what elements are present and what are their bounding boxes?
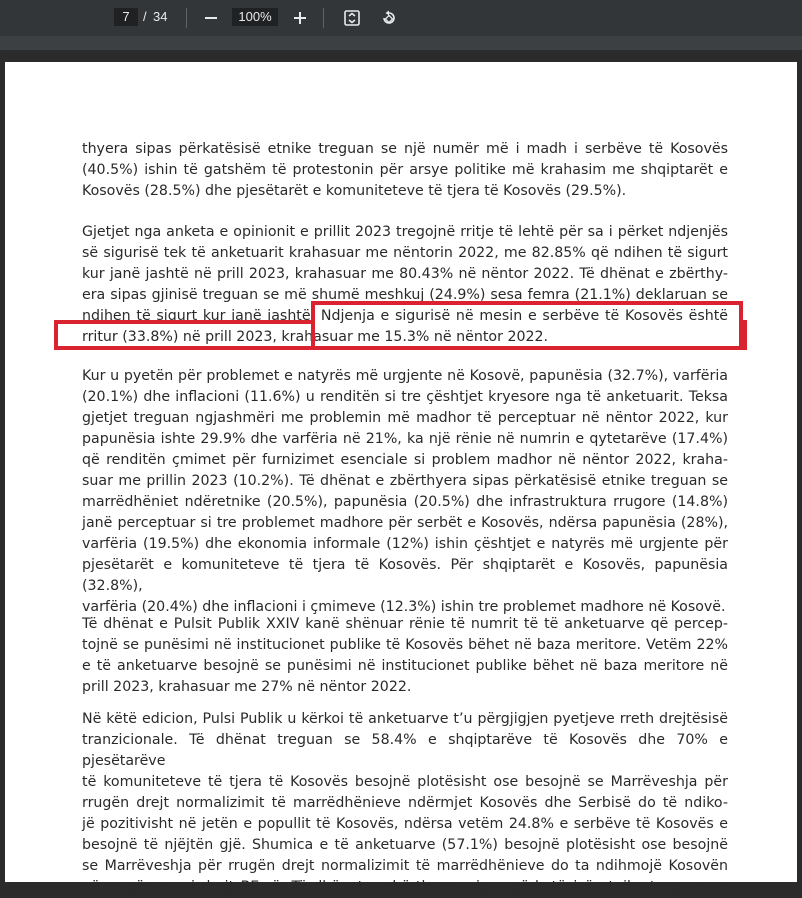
text-line: gjetjet treguan ngjashmëri me problemin më madhor të perceptuar në nëntor 2022, kur [82,410,728,426]
page-separator: / [143,9,147,24]
paragraph-1 [82,139,728,202]
text-line: se Marrëveshja për rrugën drejt normalizimit të marrëdhënieve do ta ndihmojë Kosovën [82,858,728,874]
text-line: rrugën drejt normalizimit të marrëdhënieve ndërmjet Kosovës dhe Serbisë do të ndiko- [82,795,728,811]
text-line: Kur u pyetën për problemet e natyrës më urgjente në Kosovë, papunësia (32.7%), varfëria [82,368,728,384]
fit-page-icon [343,9,361,27]
rotate-button[interactable] [377,6,401,30]
text-line: Në këtë edicion, Pulsi Publik u kërkoi të anketuarve t’u përgjigjen pyetjeve rreth drejtësisë [82,711,728,727]
page-total: 34 [153,9,168,24]
text-line: tranzicionale. Të dhënat treguan se 58.4% e shqiptarëve të Kosovës dhe 70% e pjesëtarëve [82,732,728,769]
plus-icon [293,11,307,25]
pdf-page [5,62,797,895]
rotate-icon [380,9,398,27]
pdf-toolbar [0,0,802,36]
paragraph-2 [82,222,728,348]
text-line: pjesëtarët e komuniteteve të tjera të Kosovës. Për shqiptarët e Kosovës, papunësia (32.8%), [82,557,728,594]
text-line: së sigurisë tek të anketuarit krahasuar me nëntorin 2022, me 82.85% që ndihen të sigurt [82,245,728,261]
text-line: besojnë të njëjtën gjë. Shumica e të anketuarve (57.1%) besojnë plotësisht ose besojnë [82,837,728,853]
page-number-input[interactable] [114,8,138,26]
text-line: marrëdhëniet ndëretnike (20.5%), papunësia (20.5%) dhe infrastruktura rrugore (14.8%) [82,494,728,510]
toolbar-divider [186,8,187,28]
fit-page-button[interactable] [340,6,364,30]
text-line: thyera sipas përkatësisë etnike treguan se një numër më i madh i serbëve të Kosovës [82,141,728,157]
zoom-out-button[interactable] [199,6,223,30]
text-line: papunësia ishte 29.9% dhe varfëria në 21%, ka një rënie në numrin e qytetarëve (17.4%) [82,431,728,447]
text-line: Gjetjet nga anketa e opinionit e prillit 2023 tregojnë rritje të lehtë për sa i përket ndjenjës [82,224,728,240]
text-line: të komuniteteve të tjera të Kosovës besojnë plotësisht ose besojnë se Marrëveshja për [82,774,728,790]
text-line: jë pozitivisht në jetën e popullit të Kosovës, ndërsa vetëm 24.8% e serbëve të Kosovës e [82,816,728,832]
text-line: era sipas gjinisë treguan se më shumë meshkuj (24.9%) sesa femra (21.1%) deklaruan se [82,287,728,303]
paragraph-5 [82,709,728,898]
text-line: prill 2023, krahasuar me 27% në nëntor 2022. [82,679,412,695]
paragraph-3 [82,366,728,618]
text-line: janë perceptuar si tre problemet madhore për serbët e Kosovës, ndërsa papunësia (28%), [82,515,728,531]
text-line: rritur (33.8%) në prill 2023, krahasuar me 15.3% në nëntor 2022. [82,329,549,345]
text-line: suar me prillin 2023 (10.2%). Të dhënat e zbërthyera sipas përkatësisë etnike treguan se [82,473,728,489]
text-line: (40.5%) ishin të gatshëm të protestonin për arsye politike më krahasim me shqiptarët e [82,162,728,178]
text-line: e të anketuarve besojnë se punësimi në institucionet publike bëhet në baza meritore në [82,658,728,674]
text-line: Kosovës (28.5%) dhe pjesëtarët e komuniteteve të tjera të Kosovës (29.5%). [82,183,627,199]
zoom-input[interactable] [232,8,278,26]
paragraph-4 [82,614,728,698]
text-line: Të dhënat e Pulsit Publik XXIV kanë shënuar rënie të numrit të të anketuarve që percep- [82,616,728,632]
text-line: kur janë jashtë në prill 2023, krahasuar me 80.43% në nëntor 2022. Të dhënat e zbërthy- [82,266,728,282]
zoom-in-button[interactable] [288,6,312,30]
text-line: varfëria (19.5%) dhe ekonomia informale (12%) ishin çështjet e natyrës më urgjente për [82,536,728,552]
text-line: tojnë se punësimi në institucionet publike të Kosovës bëhet në baza meritore. Vetëm 22% [82,637,728,653]
text-line: (20.1%) dhe inflacioni (11.6%) u renditën si tre çështjet kryesore nga të anketuarit. Teksa [82,389,728,405]
text-line: në rrugën e saj drejt BE-së. Të dhënat e zbërthyera sipas përkatësisë etnike treguan se [82,879,728,895]
toolbar-divider [323,8,324,28]
text-line: që renditën çmimet për furnizimet esenciale si problem madhor në nëntor 2022, kraha- [82,452,728,468]
text-line: ndihen të sigurt kur janë jashtë. Ndjenja e sigurisë në mesin e serbëve të Kosovës është [82,308,728,324]
minus-icon [204,11,218,25]
toolbar-shadow [0,36,802,50]
text-line: varfëria (20.4%) dhe inflacioni i çmimeve (12.3%) ishin tre problemet madhore në Kosovë. [82,599,726,615]
